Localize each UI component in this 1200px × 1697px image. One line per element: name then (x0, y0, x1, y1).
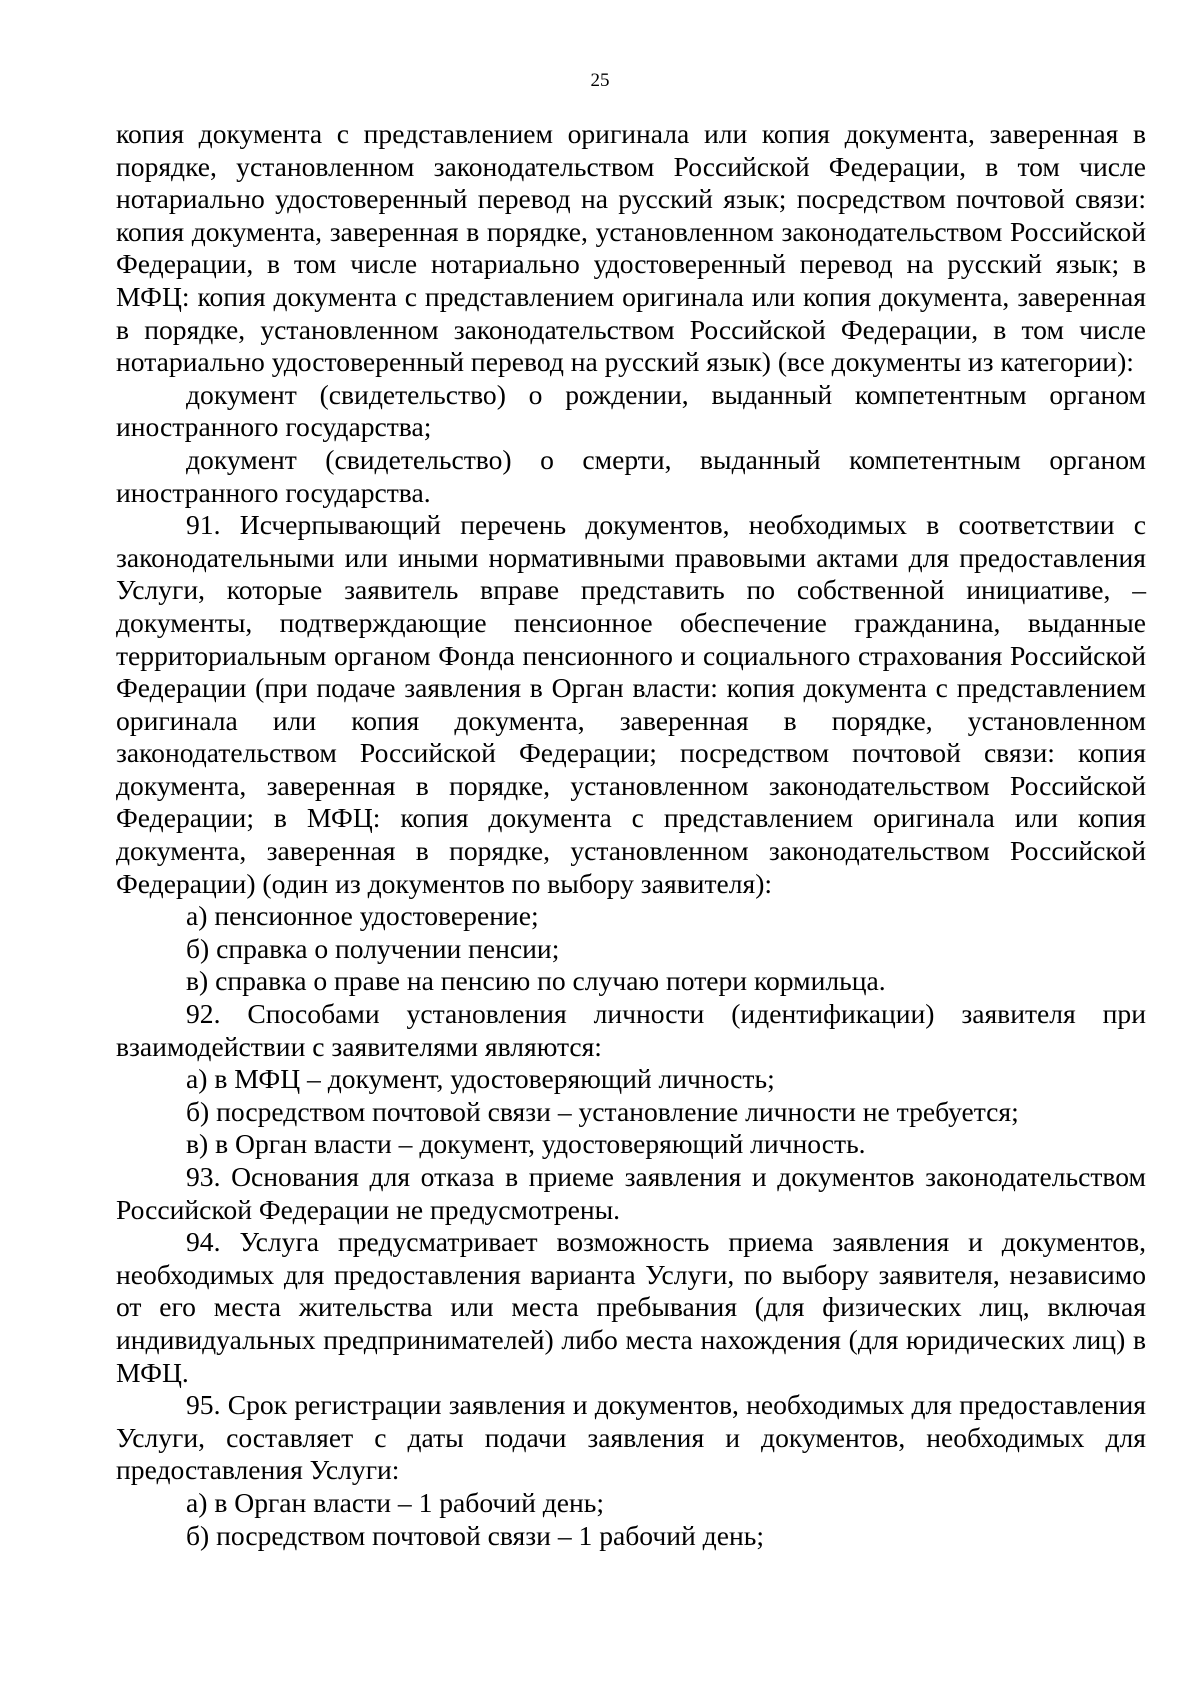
paragraph: в) в Орган власти – документ, удостоверяющий личность. (186, 1128, 866, 1160)
paragraph: 91. Исчерпывающий перечень документов, необходимых в соответствии с законодательными или иными нормативными правовыми актами для предоставления Услуги, которые заявитель вправе представить по собственной инициативе, – документы, подтверждающие пенсионное обеспечение гражданина, выданные территориальным органом Фонда пенсионного и социального страхования Российской Федерации (при подаче заявления в Орган власти: копия документа с представлением оригинала или копия документа, заверенная в порядке, установленном законодательством Российской Федерации; посредством почтовой связи: копия документа, заверенная в порядке, установленном законодательством Российской Федерации; в МФЦ: копия документа с представлением оригинала или копия документа, заверенная в порядке, установленном законодательством Российской Федерации) (один из документов по выбору заявителя): (116, 509, 1146, 899)
paragraph: 95. Срок регистрации заявления и документов, необходимых для предоставления Услуги, составляет с даты подачи заявления и документов, необходимых для предоставления Услуги: (116, 1389, 1146, 1486)
paragraph: б) посредством почтовой связи – установление личности не требуется; (186, 1095, 1019, 1127)
paragraph: документ (свидетельство) о рождении, выданный компетентным органом иностранного государства; (116, 378, 1146, 443)
paragraph: а) пенсионное удостоверение; (186, 900, 539, 932)
paragraph: 92. Способами установления личности (идентификации) заявителя при взаимодействии с заявителями являются: (116, 998, 1146, 1062)
paragraph: в) справка о праве на пенсию по случаю потери кормильца. (186, 965, 886, 997)
document-body (116, 118, 1146, 1552)
page-number: 25 (590, 70, 610, 91)
paragraph: 94. Услуга предусматривает возможность приема заявления и документов, необходимых для предоставления варианта Услуги, по выбору заявителя, независимо от его места жительства или места пребывания (для физических лиц, включая индивидуальных предпринимателей) либо места нахождения (для юридических лиц) в МФЦ. (116, 1226, 1146, 1388)
paragraph: б) справка о получении пенсии; (186, 932, 560, 964)
paragraph: копия документа с представлением оригинала или копия документа, заверенная в порядке, установленном законодательством Российской Федерации, в том числе нотариально удостоверенный перевод на русский язык; посредством почтовой связи: копия документа, заверенная в порядке, установленном законодательством Российской Федерации, в том числе нотариально удостоверенный перевод на русский язык; в МФЦ: копия документа с представлением оригинала или копия документа, заверенная в порядке, установленном законодательством Российской Федерации, в том числе нотариально удостоверенный перевод на русский язык) (все документы из категории): (116, 118, 1146, 378)
paragraph: документ (свидетельство) о смерти, выданный компетентным органом иностранного государства. (116, 443, 1146, 508)
paragraph: б) посредством почтовой связи – 1 рабочий день; (186, 1519, 764, 1551)
paragraph: а) в МФЦ – документ, удостоверяющий личность; (186, 1063, 775, 1095)
paragraph: 93. Основания для отказа в приеме заявления и документов законодательством Российской Федерации не предусмотрены. (116, 1161, 1146, 1225)
paragraph: а) в Орган власти – 1 рабочий день; (186, 1486, 605, 1518)
